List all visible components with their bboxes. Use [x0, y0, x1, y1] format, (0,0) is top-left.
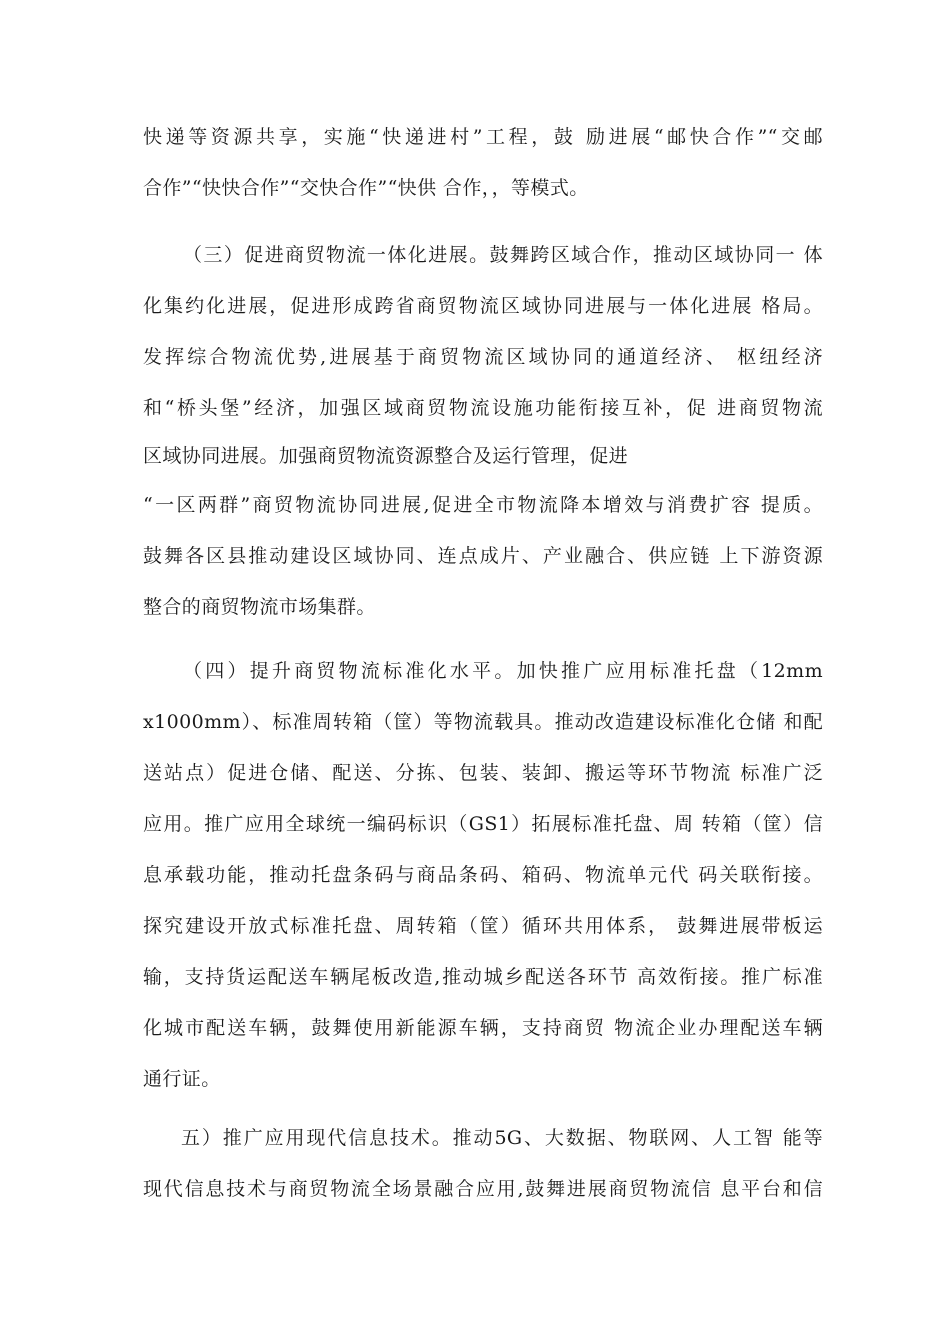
paragraph-heading-line: 五）推广应用现代信息技术。推动5G、大数据、物联网、人工智 能等 [181, 1127, 823, 1149]
text-line: 化集约化进展，促进形成跨省商贸物流区域协同进展与一体化进展 格局。 [143, 295, 823, 317]
text-line: 化城市配送车辆，鼓舞使用新能源车辆，支持商贸 物流企业办理配送车辆 [143, 1017, 823, 1039]
text-line: 快递等资源共享，实施“快递进村”工程，鼓 励进展“邮快合作”“交邮 [143, 126, 823, 148]
text-line: 输，支持货运配送车辆尾板改造,推动城乡配送各环节 高效衔接。推广标准 [143, 966, 823, 988]
text-line: 送站点）促进仓储、配送、分拣、包装、装卸、搬运等环节物流 标准广泛 [143, 762, 823, 784]
text-line: 合作”“快快合作”“交快合作”“快供 合作，，等模式。 [143, 177, 589, 199]
text-line: 鼓舞各区县推动建设区域协同、连点成片、产业融合、供应链 上下游资源 [143, 545, 823, 567]
text-line: 息承载功能，推动托盘条码与商品条码、箱码、物流单元代 码关联衔接。 [143, 864, 823, 886]
paragraph-heading-line: （四）提升商贸物流标准化水平。加快推广应用标准托盘（12mm [183, 660, 823, 682]
text-line: 发挥综合物流优势,进展基于商贸物流区域协同的通道经济、 枢纽经济 [143, 346, 823, 368]
text-line: “一区两群”商贸物流协同进展,促进全市物流降本增效与消费扩容 提质。 [143, 494, 823, 516]
text-line: 通行证。 [143, 1068, 221, 1090]
text-line: 区域协同进展。加强商贸物流资源整合及运行管理，促进 [143, 445, 629, 467]
text-line: 和“桥头堡”经济，加强区域商贸物流设施功能衔接互补，促 进商贸物流 [143, 397, 823, 419]
paragraph-heading-line: （三）促进商贸物流一体化进展。鼓舞跨区域合作，推动区域协同一 体 [183, 244, 823, 266]
text-line: 探究建设开放式标准托盘、周转箱（筐）循环共用体系， 鼓舞进展带板运 [143, 915, 823, 937]
text-line: 应用。推广应用全球统一编码标识（GS1）拓展标准托盘、周 转箱（筐）信 [143, 813, 823, 835]
text-line: x1000mm）、标准周转箱（筐）等物流载具。推动改造建设标准化仓储 和配 [143, 711, 823, 733]
text-line: 整合的商贸物流市场集群。 [143, 596, 376, 618]
text-line: 现代信息技术与商贸物流全场景融合应用,鼓舞进展商贸物流信 息平台和信 [143, 1178, 823, 1200]
